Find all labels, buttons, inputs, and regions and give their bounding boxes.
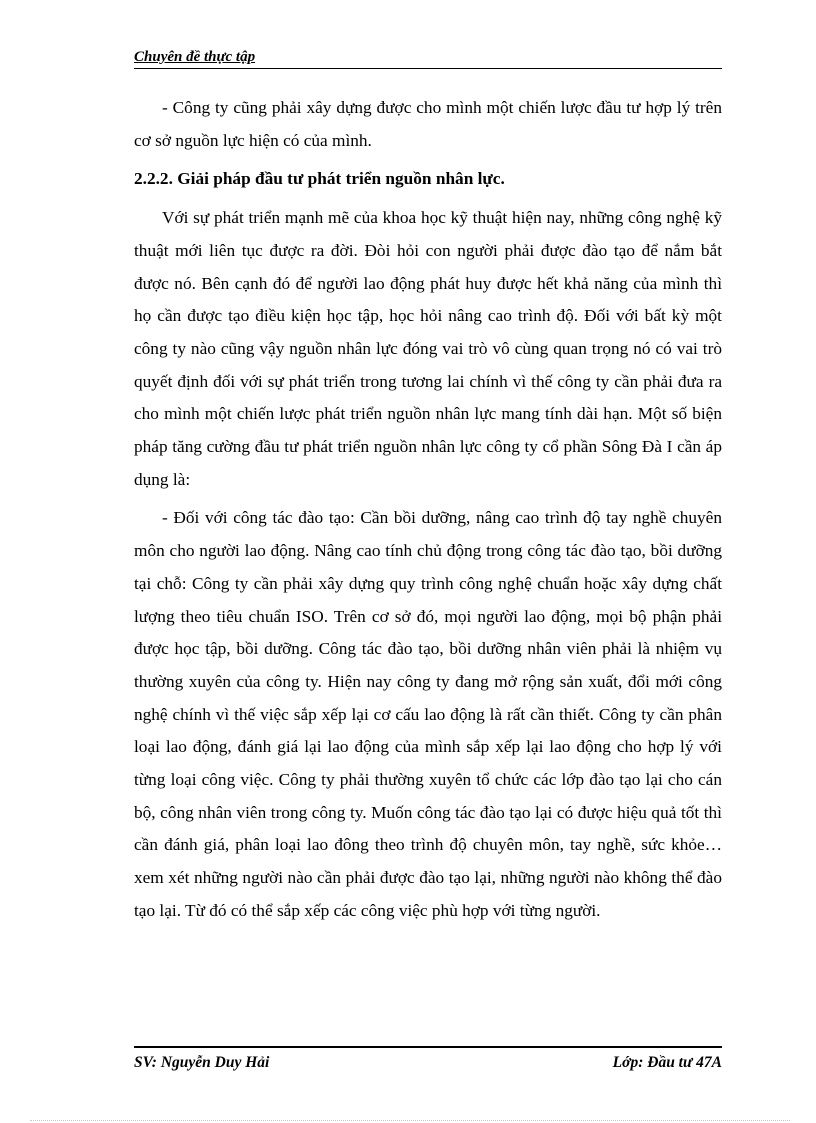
page-footer — [134, 1046, 722, 1076]
paragraph-intro: Với sự phát triển mạnh mẽ của khoa học kỹ thuật hiện nay, những công nghệ kỹ thuật mới liên tục được ra đời. Đòi hỏi con người phải được đào tạo để nắm bắt được nó. Bên cạnh đó để người lao động phát huy được hết khả năng của mình thì họ cần được tạo điều kiện học tập, học hỏi nâng cao trình độ. Đối với bất kỳ một công ty nào cũng vậy nguồn nhân lực đóng vai trò vô cùng quan trọng nó có vai trò quyết định đối với sự phát triển trong tương lai chính vì thế công ty cần phải đưa ra cho mình một chiến lược phát triển nguồn nhân lực mang tính dài hạn. Một số biện pháp tăng cường đầu tư phát triển nguồn nhân lực công ty cổ phần Sông Đà I cần áp dụng là: — [134, 208, 722, 489]
document-body — [134, 92, 722, 928]
footer-student: SV: Nguyễn Duy Hải — [134, 1054, 270, 1071]
paragraph-training: - Đối với công tác đào tạo: Cần bồi dưỡng, nâng cao trình độ tay nghề chuyên môn cho người lao động. Nâng cao tính chủ động trong công tác đào tạo, bồi dưỡng tại chỗ: Công ty cần phải xây dựng quy trình công nghệ chuẩn hoặc xây dựng chất lượng theo tiêu chuẩn ISO. Trên cơ sở đó, mọi người lao động, mọi bộ phận phải được học tập, bồi dưỡng. Công tác đào tạo, bồi dưỡng nhân viên phải là nhiệm vụ thường xuyên của công ty. Hiện nay công ty đang mở rộng sản xuất, đổi mới công nghệ chính vì thế việc sắp xếp lại cơ cấu lao động là rất cần thiết. Công ty cần phân loại lao động, đánh giá lại lao động của mình sắp xếp lại lao động cho hợp lý với từng loại công việc. Công ty phải thường xuyên tổ chức các lớp đào tạo lại cho cán bộ, công nhân viên trong công ty. Muốn công tác đào tạo lại có được hiệu quả tốt thì cần đánh giá, phân loại lao đông theo trình độ chuyên môn, tay nghề, sức khỏe…xem xét những người nào cần phải được đào tạo lại, những người nào không thể đào tạo lại. Từ đó có thể sắp xếp các công việc phù hợp với từng người. — [134, 508, 722, 920]
footer-class: Lớp: Đầu tư 47A — [612, 1054, 722, 1071]
page-edge-divider — [30, 1120, 790, 1121]
paragraph-strategy: - Công ty cũng phải xây dựng được cho mình một chiến lược đầu tư hợp lý trên cơ sở nguồn lực hiện có của mình. — [134, 98, 722, 150]
header-title: Chuyên đề thực tập — [134, 49, 256, 65]
section-heading: 2.2.2. Giải pháp đầu tư phát triển nguồn nhân lực. — [134, 169, 505, 189]
page-header — [134, 48, 722, 69]
